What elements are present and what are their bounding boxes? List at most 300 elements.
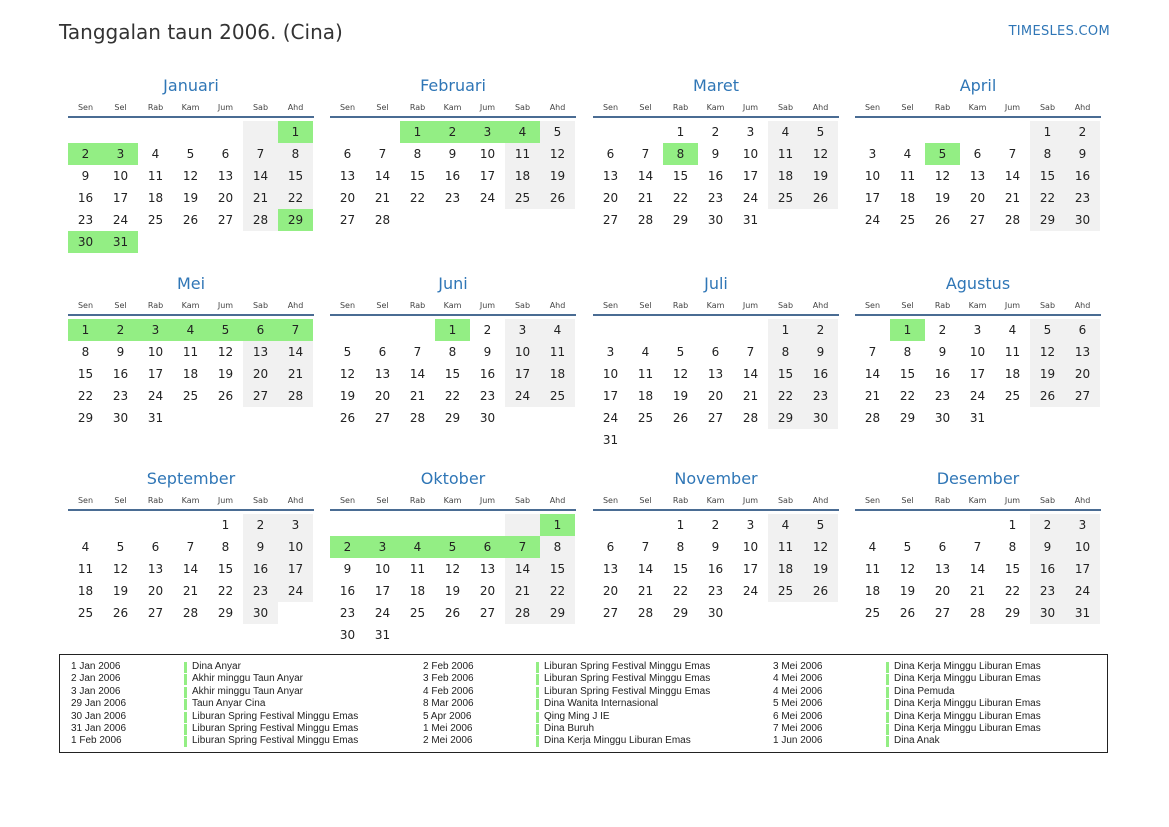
day-cell: 4 (768, 121, 803, 143)
day-cell: 11 (409, 562, 426, 576)
empty-cell (208, 121, 243, 143)
day-cell: 22 (672, 191, 689, 205)
day-cell: 15 (217, 562, 234, 576)
empty-cell (243, 231, 278, 253)
month-november (593, 465, 839, 624)
day-cell: 5 (186, 147, 195, 161)
day-cell: 6 (343, 147, 352, 161)
weekday-label: Ahd (549, 301, 566, 310)
day-cell: 15 (540, 558, 575, 580)
weekday-label: Ahd (287, 496, 304, 505)
day-cell: 2 (330, 536, 365, 558)
week-row (593, 209, 839, 231)
day-cell: 19 (182, 191, 199, 205)
empty-cell (628, 319, 663, 341)
day-cell: 12 (803, 536, 838, 558)
day-cell: 25 (182, 389, 199, 403)
day-cell: 3 (746, 518, 755, 532)
weekday-label: Ahd (287, 103, 304, 112)
empty-cell (593, 514, 628, 536)
day-cell: 21 (505, 580, 540, 602)
month-januari (68, 72, 314, 253)
day-cell: 21 (637, 191, 654, 205)
weekday-label: Kam (181, 103, 200, 112)
month-name: Agustus (945, 274, 1011, 293)
weekday-label: Rab (409, 103, 426, 112)
week-row (330, 187, 576, 209)
day-cell: 14 (243, 165, 278, 187)
day-cell: 18 (864, 584, 881, 598)
holiday-marker (184, 724, 187, 735)
weekday-label: Sel (639, 103, 652, 112)
day-cell: 1 (1008, 518, 1017, 532)
month-name: Januari (163, 76, 219, 95)
week-row (855, 407, 1101, 429)
day-cell: 11 (637, 367, 654, 381)
day-cell: 14 (374, 169, 391, 183)
week-row (68, 580, 314, 602)
day-cell: 6 (221, 147, 230, 161)
day-cell: 10 (864, 169, 881, 183)
holiday-column (773, 661, 1103, 748)
holiday-marker (886, 724, 889, 735)
weekday-label: Sab (514, 496, 531, 505)
empty-cell (803, 209, 838, 231)
day-cell: 20 (479, 584, 496, 598)
day-cell: 28 (409, 411, 426, 425)
weekday-header (593, 100, 839, 118)
day-cell: 29 (1004, 606, 1021, 620)
day-cell: 1 (676, 125, 685, 139)
weekday-label: Kam (706, 103, 725, 112)
holiday-name: Liburan Spring Festival Minggu Emas (192, 710, 359, 722)
day-cell: 27 (602, 213, 619, 227)
day-cell: 3 (973, 323, 982, 337)
day-cell: 19 (1030, 363, 1065, 385)
holiday-marker (536, 712, 539, 723)
holiday-name: Dina Kerja Minggu Liburan Emas (894, 698, 1041, 710)
weekday-label: Sen (602, 301, 619, 310)
day-cell: 2 (483, 323, 492, 337)
day-cell: 21 (637, 584, 654, 598)
day-cell: 14 (637, 169, 654, 183)
week-row (330, 385, 576, 407)
day-cell: 22 (768, 385, 803, 407)
empty-cell (173, 514, 208, 536)
weekday-label: Rab (672, 301, 689, 310)
day-cell: 24 (1065, 580, 1100, 602)
day-cell: 4 (768, 514, 803, 536)
day-cell: 23 (243, 580, 278, 602)
weekday-label: Ahd (1074, 103, 1091, 112)
day-cell: 26 (1030, 385, 1065, 407)
day-cell: 8 (768, 341, 803, 363)
empty-cell (330, 121, 365, 143)
holiday-entry (423, 673, 753, 685)
weekday-label: Rab (409, 301, 426, 310)
week-row (593, 341, 839, 363)
day-cell: 31 (374, 628, 391, 642)
day-cell: 7 (186, 540, 195, 554)
day-cell: 15 (444, 367, 461, 381)
day-cell: 25 (637, 411, 654, 425)
day-cell: 17 (969, 367, 986, 381)
day-cell: 4 (868, 540, 877, 554)
day-cell: 20 (339, 191, 356, 205)
week-row (593, 187, 839, 209)
week-row (68, 602, 314, 624)
day-cell: 27 (1065, 385, 1100, 407)
day-cell: 3 (138, 319, 173, 341)
week-row (68, 121, 314, 143)
holiday-name: Liburan Spring Festival Minggu Emas (544, 661, 711, 672)
weekday-label: Sen (77, 103, 94, 112)
day-cell: 30 (1065, 209, 1100, 231)
day-cell: 5 (803, 514, 838, 536)
day-cell: 11 (768, 536, 803, 558)
day-cell: 26 (217, 389, 234, 403)
holiday-name: Liburan Spring Festival Minggu Emas (192, 722, 359, 734)
day-cell: 26 (339, 411, 356, 425)
empty-cell (173, 407, 208, 429)
empty-cell (435, 209, 470, 231)
weekday-label: Ahd (812, 301, 829, 310)
day-cell: 8 (221, 540, 230, 554)
day-cell: 8 (413, 147, 422, 161)
empty-cell (278, 407, 313, 429)
day-cell: 27 (243, 385, 278, 407)
weekday-label: Sen (339, 301, 356, 310)
day-cell: 11 (182, 345, 199, 359)
day-cell: 29 (77, 411, 94, 425)
day-cell: 28 (243, 209, 278, 231)
day-cell: 26 (112, 606, 129, 620)
day-cell: 15 (672, 562, 689, 576)
week-row (855, 514, 1101, 536)
empty-cell (173, 121, 208, 143)
day-cell: 26 (540, 187, 575, 209)
holiday-name: Dina Kerja Minggu Liburan Emas (894, 673, 1041, 685)
weekday-label: Rab (147, 301, 164, 310)
month-name: Maret (693, 76, 739, 95)
day-cell: 25 (864, 606, 881, 620)
empty-cell (278, 602, 313, 624)
day-cell: 6 (606, 147, 615, 161)
day-cell: 13 (934, 562, 951, 576)
holiday-column (423, 661, 753, 748)
day-cell: 5 (435, 536, 470, 558)
day-cell: 10 (278, 536, 313, 558)
day-cell: 13 (602, 562, 619, 576)
day-cell: 12 (339, 367, 356, 381)
holiday-marker (536, 662, 539, 673)
holiday-entry (71, 711, 401, 723)
day-cell: 27 (934, 606, 951, 620)
day-cell: 30 (707, 213, 724, 227)
day-cell: 21 (278, 363, 313, 385)
weekday-label: Jum (217, 103, 234, 112)
weekday-header (855, 298, 1101, 316)
empty-cell (365, 514, 400, 536)
weekday-label: Sab (777, 496, 794, 505)
weekday-label: Sel (639, 496, 652, 505)
day-cell: 6 (938, 540, 947, 554)
holiday-entry (423, 723, 753, 735)
holiday-entry (71, 686, 401, 698)
day-cell: 26 (934, 213, 951, 227)
holiday-name: Dina Anak (894, 735, 940, 747)
day-cell: 8 (676, 540, 685, 554)
week-row (68, 385, 314, 407)
day-cell: 13 (1065, 341, 1100, 363)
day-cell: 11 (147, 169, 164, 183)
week-row (855, 319, 1101, 341)
day-cell: 8 (278, 143, 313, 165)
day-cell: 2 (1030, 514, 1065, 536)
month-juli (593, 270, 839, 451)
week-row (330, 602, 576, 624)
day-cell: 16 (479, 367, 496, 381)
weekday-label: Kam (968, 301, 987, 310)
empty-cell (243, 121, 278, 143)
holiday-marker (536, 699, 539, 710)
day-cell: 19 (803, 558, 838, 580)
day-cell: 8 (663, 143, 698, 165)
day-cell: 21 (969, 584, 986, 598)
day-cell: 28 (182, 606, 199, 620)
weekday-label: Jum (1004, 301, 1021, 310)
holiday-date: 5 Apr 2006 (423, 710, 472, 722)
weekday-label: Sab (252, 103, 269, 112)
day-cell: 12 (182, 169, 199, 183)
brand-link[interactable]: TIMESLES.COM (1008, 24, 1110, 39)
day-cell: 7 (243, 143, 278, 165)
holiday-name: Akhir minggu Taun Anyar (192, 685, 303, 697)
empty-cell (1065, 407, 1100, 429)
day-cell: 21 (243, 187, 278, 209)
day-cell: 24 (742, 584, 759, 598)
weekday-label: Ahd (812, 103, 829, 112)
day-cell: 28 (1004, 213, 1021, 227)
holiday-entry (71, 698, 401, 710)
day-cell: 10 (112, 169, 129, 183)
day-cell: 25 (1004, 389, 1021, 403)
weekday-label: Sab (514, 301, 531, 310)
holiday-marker (886, 712, 889, 723)
holiday-marker (184, 712, 187, 723)
day-cell: 2 (711, 518, 720, 532)
week-row (593, 385, 839, 407)
day-cell: 12 (444, 562, 461, 576)
day-cell: 24 (969, 389, 986, 403)
month-name: April (959, 76, 997, 95)
day-cell: 1 (435, 319, 470, 341)
day-cell: 8 (1008, 540, 1017, 554)
weekday-label: Sen (339, 103, 356, 112)
week-row (855, 602, 1101, 624)
day-cell: 3 (868, 147, 877, 161)
day-cell: 20 (217, 191, 234, 205)
weekday-label: Jum (479, 103, 496, 112)
holiday-entry (71, 661, 401, 673)
day-cell: 12 (540, 143, 575, 165)
day-cell: 30 (1030, 602, 1065, 624)
empty-cell (138, 231, 173, 253)
weekday-label: Jum (742, 496, 759, 505)
day-cell: 2 (803, 319, 838, 341)
day-cell: 17 (505, 363, 540, 385)
weekday-label: Sel (114, 301, 127, 310)
weekday-header (330, 493, 576, 511)
day-cell: 15 (768, 363, 803, 385)
day-cell: 4 (903, 147, 912, 161)
day-cell: 7 (413, 345, 422, 359)
day-cell: 13 (707, 367, 724, 381)
holiday-date: 31 Jan 2006 (71, 722, 127, 734)
day-cell: 19 (112, 584, 129, 598)
holiday-name: Liburan Spring Festival Minggu Emas (192, 735, 359, 747)
week-row (855, 580, 1101, 602)
day-cell: 28 (969, 606, 986, 620)
empty-cell (890, 121, 925, 143)
week-row (855, 363, 1101, 385)
day-cell: 18 (768, 165, 803, 187)
month-februari (330, 72, 576, 231)
empty-cell (330, 514, 365, 536)
day-cell: 4 (540, 319, 575, 341)
day-cell: 29 (899, 411, 916, 425)
empty-cell (103, 514, 138, 536)
day-cell: 18 (1004, 367, 1021, 381)
weekday-label: Kam (968, 103, 987, 112)
day-cell: 17 (1065, 558, 1100, 580)
day-cell: 4 (641, 345, 650, 359)
week-row (330, 143, 576, 165)
weekday-header (855, 493, 1101, 511)
holiday-date: 2 Jan 2006 (71, 673, 121, 685)
day-cell: 16 (77, 191, 94, 205)
weekday-label: Sen (602, 496, 619, 505)
holiday-entry (71, 723, 401, 735)
week-row (68, 319, 314, 341)
day-cell: 22 (1004, 584, 1021, 598)
month-mei (68, 270, 314, 429)
week-row (68, 341, 314, 363)
holiday-date: 3 Mei 2006 (773, 661, 823, 672)
day-cell: 20 (374, 389, 391, 403)
day-cell: 27 (339, 213, 356, 227)
day-cell: 6 (151, 540, 160, 554)
holiday-date: 29 Jan 2006 (71, 698, 127, 710)
day-cell: 30 (339, 628, 356, 642)
weekday-header (593, 298, 839, 316)
week-row (593, 319, 839, 341)
empty-cell (435, 624, 470, 646)
week-row (68, 514, 314, 536)
weekday-label: Sab (1039, 103, 1056, 112)
day-cell: 20 (934, 584, 951, 598)
day-cell: 23 (934, 389, 951, 403)
day-cell: 3 (746, 125, 755, 139)
day-cell: 9 (1030, 536, 1065, 558)
day-cell: 2 (243, 514, 278, 536)
week-row (68, 209, 314, 231)
holiday-name: Dina Kerja Minggu Liburan Emas (544, 735, 691, 747)
day-cell: 12 (899, 562, 916, 576)
weekday-label: Jum (217, 301, 234, 310)
week-row (855, 558, 1101, 580)
day-cell: 15 (672, 169, 689, 183)
week-row (855, 143, 1101, 165)
month-september (68, 465, 314, 624)
week-row (593, 602, 839, 624)
day-cell: 3 (470, 121, 505, 143)
day-cell: 18 (182, 367, 199, 381)
empty-cell (593, 319, 628, 341)
day-cell: 15 (1030, 165, 1065, 187)
empty-cell (803, 429, 838, 451)
day-cell: 23 (479, 389, 496, 403)
day-cell: 22 (672, 584, 689, 598)
holiday-name: Taun Anyar Cina (192, 698, 266, 710)
day-cell: 16 (1065, 165, 1100, 187)
day-cell: 7 (278, 319, 313, 341)
day-cell: 25 (768, 187, 803, 209)
month-name: November (674, 469, 758, 488)
day-cell: 3 (103, 143, 138, 165)
week-row (68, 407, 314, 429)
day-cell: 24 (505, 385, 540, 407)
day-cell: 30 (479, 411, 496, 425)
day-cell: 9 (81, 169, 90, 183)
day-cell: 28 (637, 606, 654, 620)
empty-cell (400, 209, 435, 231)
week-row (330, 319, 576, 341)
day-cell: 17 (374, 584, 391, 598)
empty-cell (68, 514, 103, 536)
day-cell: 20 (602, 584, 619, 598)
day-cell: 11 (77, 562, 94, 576)
week-row (593, 514, 839, 536)
holiday-marker (184, 662, 187, 673)
day-cell: 23 (803, 385, 838, 407)
weekday-label: Sab (1039, 301, 1056, 310)
day-cell: 6 (470, 536, 505, 558)
day-cell: 12 (934, 169, 951, 183)
day-cell: 21 (742, 389, 759, 403)
empty-cell (400, 319, 435, 341)
day-cell: 11 (1004, 345, 1021, 359)
week-row (855, 187, 1101, 209)
day-cell: 18 (147, 191, 164, 205)
month-agustus (855, 270, 1101, 429)
week-row (593, 407, 839, 429)
weekday-label: Rab (934, 103, 951, 112)
day-cell: 25 (77, 606, 94, 620)
holiday-date: 6 Mei 2006 (773, 710, 823, 722)
weekday-label: Jum (479, 496, 496, 505)
day-cell: 24 (147, 389, 164, 403)
day-cell: 22 (540, 580, 575, 602)
weekday-label: Sen (864, 301, 881, 310)
day-cell: 27 (217, 213, 234, 227)
month-name: September (146, 469, 236, 488)
month-juni (330, 270, 576, 429)
day-cell: 13 (339, 169, 356, 183)
holiday-marker (886, 662, 889, 673)
day-cell: 1 (676, 518, 685, 532)
week-row (855, 209, 1101, 231)
